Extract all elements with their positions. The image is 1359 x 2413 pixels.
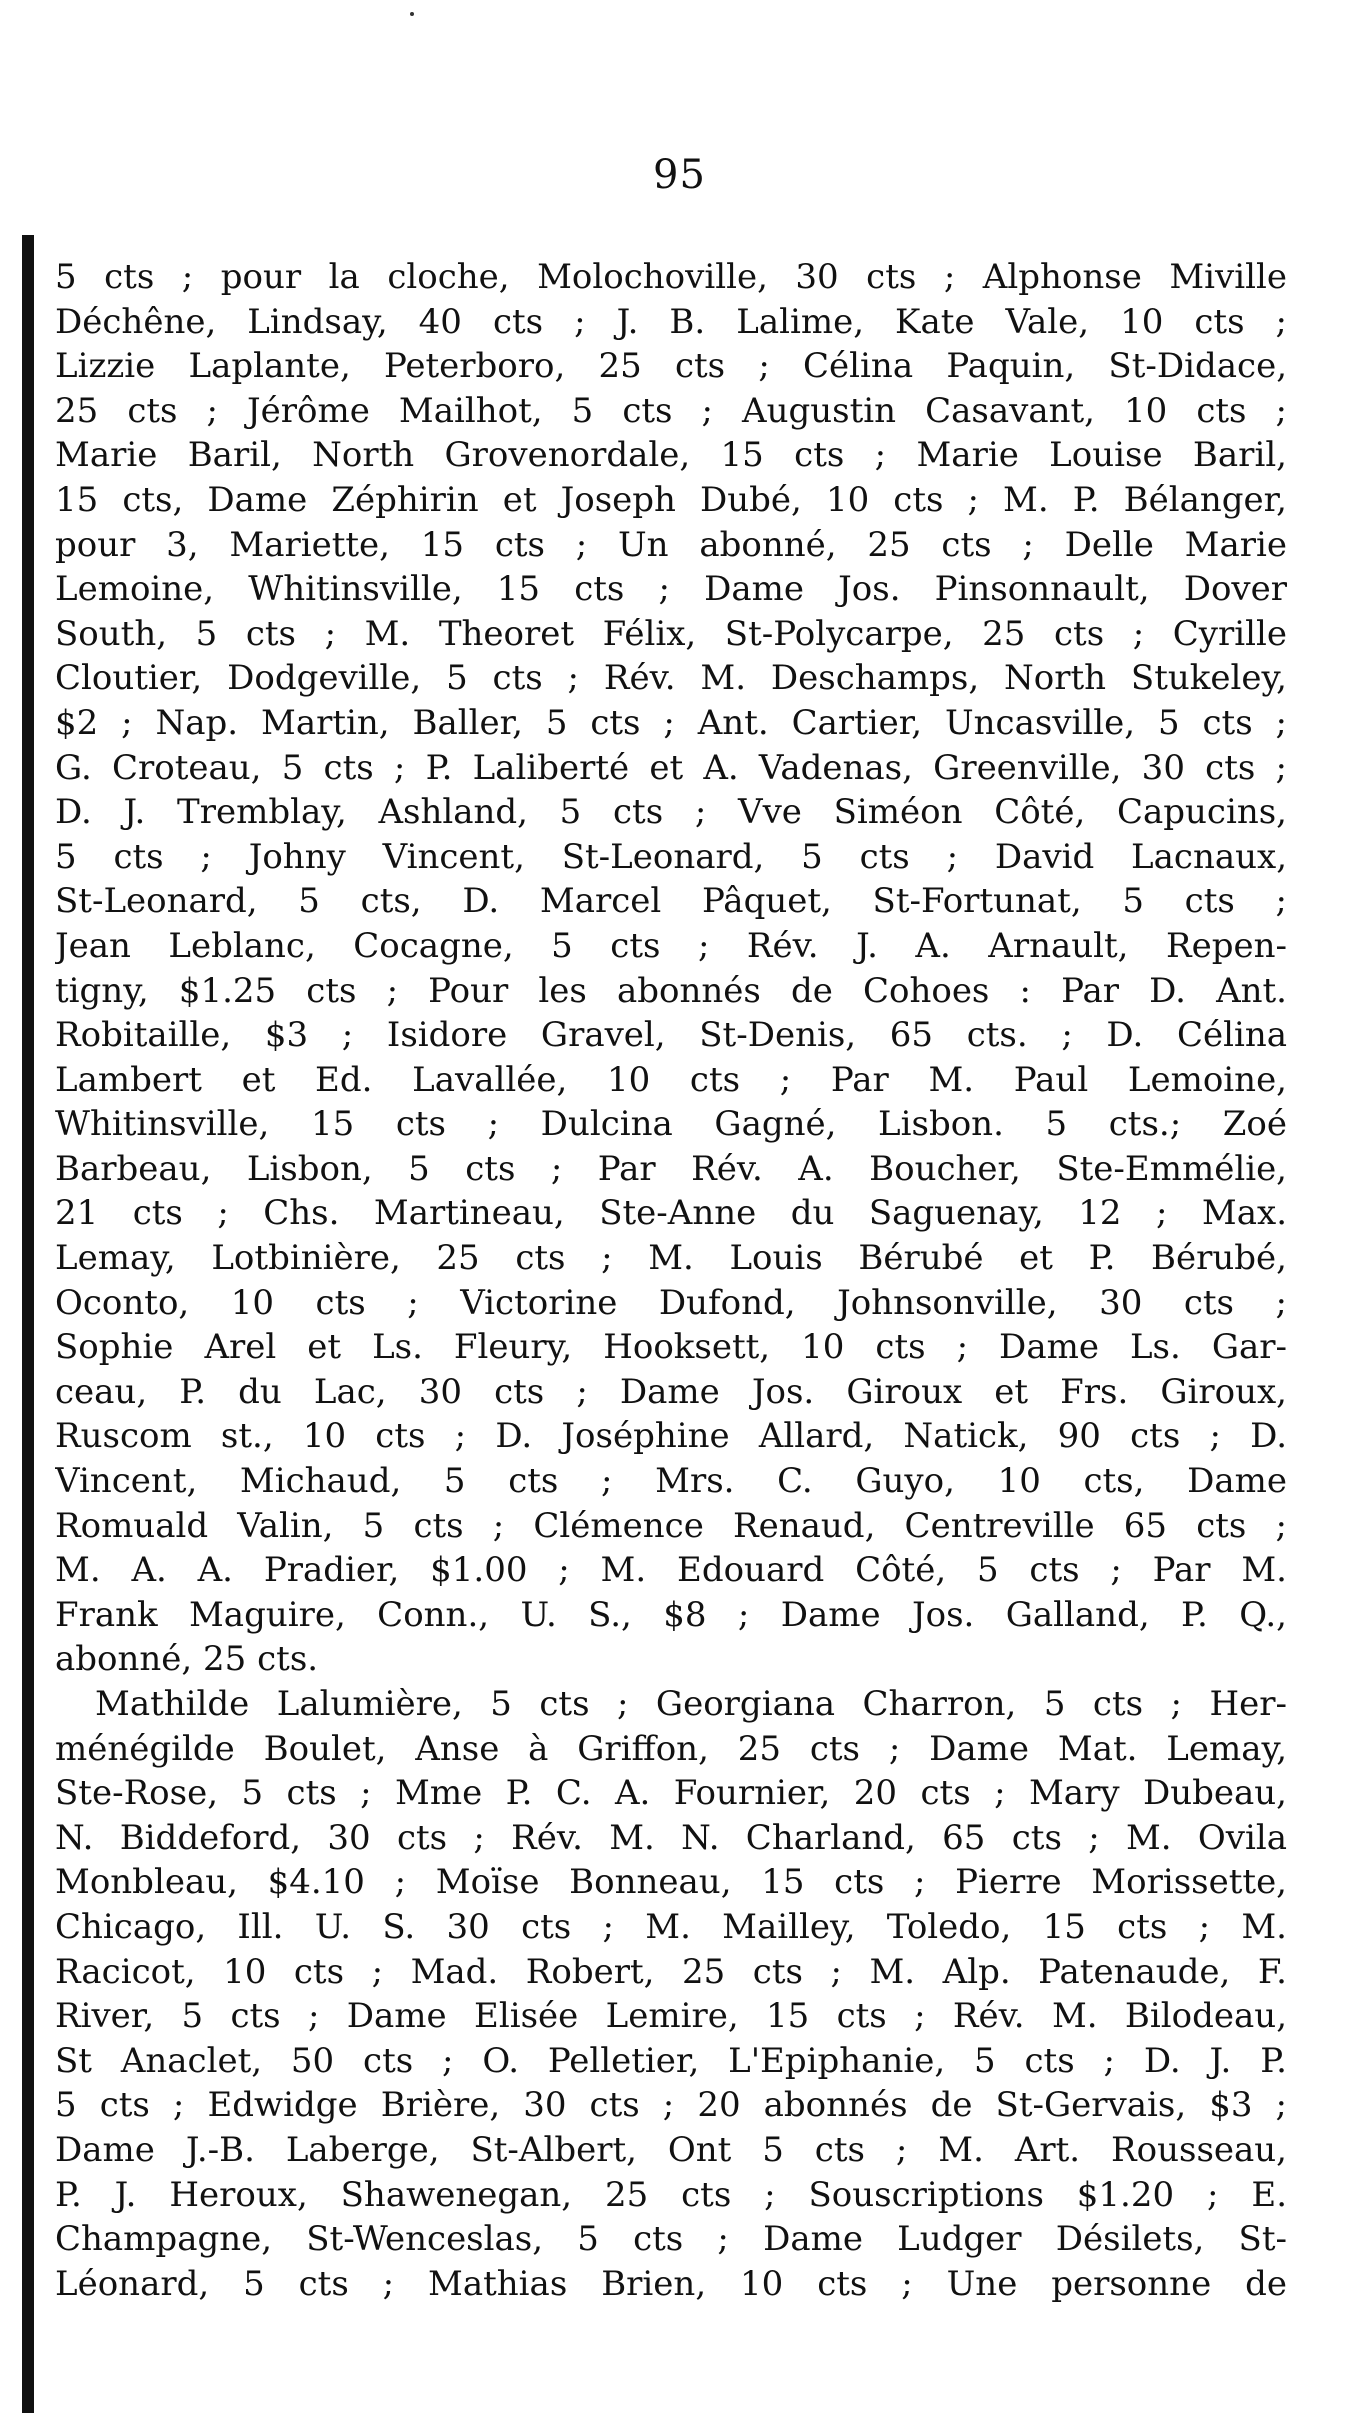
text-line: Romuald Valin, 5 cts ; Clémence Renaud, Centreville 65 cts ;: [55, 1505, 1287, 1546]
text-line: 21 cts ; Chs. Martineau, Ste-Anne du Saguenay, 12 ; Max.: [55, 1193, 1287, 1234]
text-line: Léonard, 5 cts ; Mathias Brien, 10 cts ; Une personne de: [55, 2263, 1287, 2304]
paragraph-2: [55, 1682, 1287, 2306]
text-line: Jean Leblanc, Cocagne, 5 cts ; Rév. J. A. Arnault, Repen-: [55, 925, 1287, 966]
text-line: M. A. A. Pradier, $1.00 ; M. Edouard Côté, 5 cts ; Par M.: [55, 1550, 1287, 1591]
binding-edge: [22, 235, 34, 2413]
text-line: Sophie Arel et Ls. Fleury, Hooksett, 10 cts ; Dame Ls. Gar-: [55, 1327, 1287, 1368]
text-line: Oconto, 10 cts ; Victorine Dufond, Johnsonville, 30 cts ;: [55, 1282, 1287, 1323]
text-line: Marie Baril, North Grovenordale, 15 cts ; Marie Louise Baril,: [55, 435, 1287, 476]
text-line: 5 cts ; pour la cloche, Molochoville, 30 cts ; Alphonse Miville: [55, 257, 1287, 297]
text-line: Racicot, 10 cts ; Mad. Robert, 25 cts ; M. Alp. Patenaude, F.: [55, 1951, 1287, 1992]
text-line: N. Biddeford, 30 cts ; Rév. M. N. Charland, 65 cts ; M. Ovila: [55, 1817, 1287, 1858]
text-line: Lizzie Laplante, Peterboro, 25 cts ; Célina Paquin, St-Didace,: [55, 346, 1287, 387]
text-line: Frank Maguire, Conn., U. S., $8 ; Dame Jos. Galland, P. Q.,: [55, 1594, 1287, 1635]
text-line: South, 5 cts ; M. Theoret Félix, St-Polycarpe, 25 cts ; Cyrille: [55, 613, 1287, 654]
text-line: Lambert et Ed. Lavallée, 10 cts ; Par M. Paul Lemoine,: [55, 1059, 1287, 1100]
text-line: Champagne, St-Wenceslas, 5 cts ; Dame Ludger Désilets, St-: [55, 2219, 1287, 2260]
text-line: Lemoine, Whitinsville, 15 cts ; Dame Jos. Pinsonnault, Dover: [55, 569, 1287, 610]
text-line: $2 ; Nap. Martin, Baller, 5 cts ; Ant. Cartier, Uncasville, 5 cts ;: [55, 702, 1287, 743]
text-line: Déchêne, Lindsay, 40 cts ; J. B. Lalime, Kate Vale, 10 cts ;: [55, 301, 1287, 342]
text-line: G. Croteau, 5 cts ; P. Laliberté et A. Vadenas, Greenville, 30 cts ;: [55, 747, 1287, 788]
text-body: [55, 255, 1287, 2306]
text-line: St-Leonard, 5 cts, D. Marcel Pâquet, St-Fortunat, 5 cts ;: [55, 881, 1287, 922]
text-line: 25 cts ; Jérôme Mailhot, 5 cts ; Augustin Casavant, 10 cts ;: [55, 390, 1287, 431]
text-line: P. J. Heroux, Shawenegan, 25 cts ; Souscriptions $1.20 ; E.: [55, 2174, 1287, 2215]
text-line: tigny, $1.25 cts ; Pour les abonnés de Cohoes : Par D. Ant.: [55, 970, 1287, 1011]
text-line: 5 cts ; Johny Vincent, St-Leonard, 5 cts ; David Lacnaux,: [55, 836, 1287, 877]
text-line: Dame J.-B. Laberge, St-Albert, Ont 5 cts ; M. Art. Rousseau,: [55, 2129, 1287, 2170]
text-line: Lemay, Lotbinière, 25 cts ; M. Louis Bérubé et P. Bérubé,: [55, 1238, 1287, 1279]
text-line: 5 cts ; Edwidge Brière, 30 cts ; 20 abonnés de St-Gervais, $3 ;: [55, 2085, 1287, 2126]
page-number: 95: [653, 152, 706, 198]
text-line: ceau, P. du Lac, 30 cts ; Dame Jos. Giroux et Frs. Giroux,: [55, 1371, 1287, 1412]
speck-mark: [410, 12, 414, 16]
text-line: Ste-Rose, 5 cts ; Mme P. C. A. Fournier, 20 cts ; Mary Dubeau,: [55, 1773, 1287, 1814]
text-line: Chicago, Ill. U. S. 30 cts ; M. Mailley, Toledo, 15 cts ; M.: [55, 1906, 1287, 1947]
text-line: Robitaille, $3 ; Isidore Gravel, St-Denis, 65 cts. ; D. Célina: [55, 1015, 1287, 1056]
paragraph-1: [55, 255, 1287, 1682]
text-line: ménégilde Boulet, Anse à Griffon, 25 cts ; Dame Mat. Lemay,: [55, 1728, 1287, 1769]
text-line: Mathilde Lalumière, 5 cts ; Georgiana Charron, 5 cts ; Her-: [95, 1684, 1287, 1724]
text-line: River, 5 cts ; Dame Elisée Lemire, 15 cts ; Rév. M. Bilodeau,: [55, 1996, 1287, 2037]
text-line: Monbleau, $4.10 ; Moïse Bonneau, 15 cts ; Pierre Morissette,: [55, 1862, 1287, 1903]
text-line: D. J. Tremblay, Ashland, 5 cts ; Vve Siméon Côté, Capucins,: [55, 792, 1287, 833]
text-line: pour 3, Mariette, 15 cts ; Un abonné, 25 cts ; Delle Marie: [55, 524, 1287, 565]
text-line: Barbeau, Lisbon, 5 cts ; Par Rév. A. Boucher, Ste-Emmélie,: [55, 1148, 1287, 1189]
text-line: Vincent, Michaud, 5 cts ; Mrs. C. Guyo, 10 cts, Dame: [55, 1461, 1287, 1502]
text-line: 15 cts, Dame Zéphirin et Joseph Dubé, 10 cts ; M. P. Bélanger,: [55, 479, 1287, 520]
text-line: Cloutier, Dodgeville, 5 cts ; Rév. M. Deschamps, North Stukeley,: [55, 658, 1287, 699]
text-line: Ruscom st., 10 cts ; D. Joséphine Allard, Natick, 90 cts ; D.: [55, 1416, 1287, 1457]
text-line: St Anaclet, 50 cts ; O. Pelletier, L'Epiphanie, 5 cts ; D. J. P.: [55, 2040, 1287, 2081]
text-line: Whitinsville, 15 cts ; Dulcina Gagné, Lisbon. 5 cts.; Zoé: [55, 1104, 1287, 1145]
text-line: abonné, 25 cts.: [55, 1639, 319, 1680]
